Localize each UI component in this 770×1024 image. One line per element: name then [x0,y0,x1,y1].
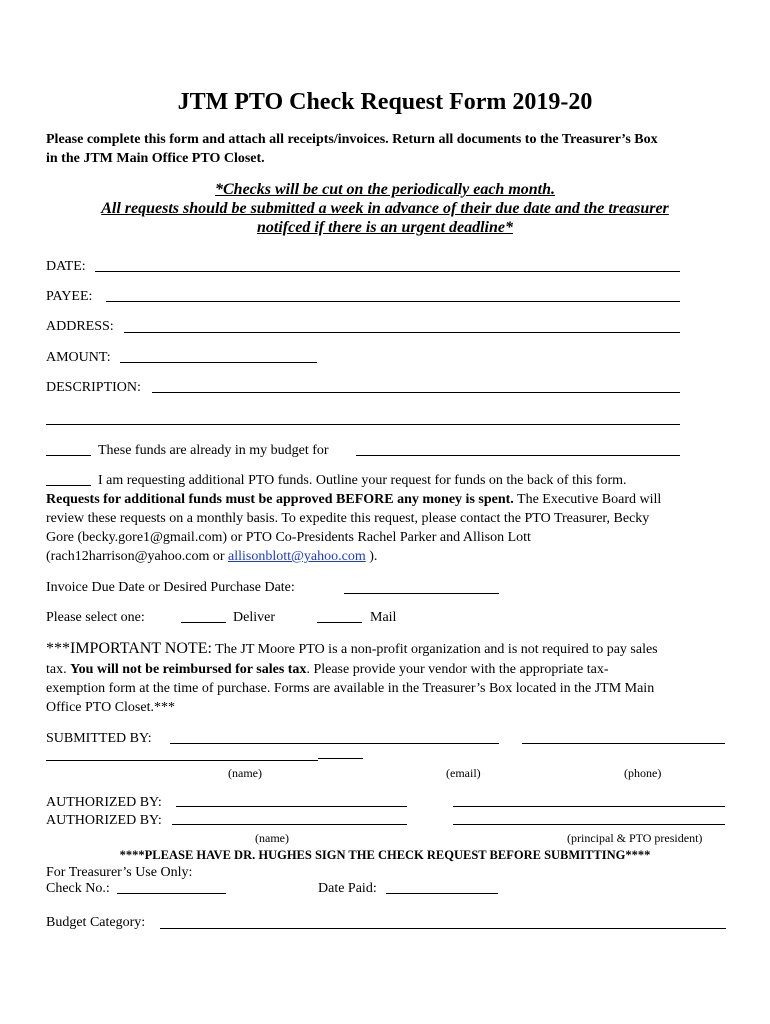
additional-funds-line-2 [46,491,661,508]
authorized-by-1-label: AUTHORIZED BY: [46,795,162,810]
date-label: DATE: [46,259,86,274]
description-field[interactable] [152,392,680,393]
submitted-name-field[interactable] [170,743,499,744]
authorized-2-role-field[interactable] [453,824,725,825]
treasurer-heading: For Treasurer’s Use Only: [46,865,193,880]
notice-line-1: *Checks will be cut on the periodically each month. [215,181,555,198]
budget-category-label: Budget Category: [46,915,146,930]
deliver-check[interactable] [181,622,226,623]
amount-label: AMOUNT: [46,350,111,365]
invoice-due-label: Invoice Due Date or Desired Purchase Date: [46,580,295,595]
additional-funds-line-5 [46,548,377,565]
description-label: DESCRIPTION: [46,380,141,395]
hughes-note: ****PLEASE HAVE DR. HUGHES SIGN THE CHECK REQUEST BEFORE SUBMITTING**** [119,848,651,862]
important-line-1 [46,640,658,658]
authorized-1-name-field[interactable] [176,806,407,807]
date-paid-label: Date Paid: [318,881,377,896]
caption-authorized-name: (name) [255,831,289,845]
select-label: Please select one: [46,610,145,625]
address-field[interactable] [124,332,680,333]
date-paid-field[interactable] [386,893,498,894]
additional-funds-line-3: review these requests on a monthly basis. To expedite this request, please contact the PTO Treasurer, Becky [46,511,650,526]
important-line-2-pre: tax. [46,662,71,677]
email-pre: (rach12harrison@yahoo.com or [46,549,228,564]
check-no-field[interactable] [117,893,226,894]
invoice-due-field[interactable] [344,593,499,594]
caption-authorized-role: (principal & PTO president) [567,831,703,845]
budget-option-label: These funds are already in my budget for [98,443,329,458]
address-label: ADDRESS: [46,319,114,334]
caption-email: (email) [446,766,481,780]
amount-field[interactable] [120,362,317,363]
additional-funds-check[interactable] [46,485,91,486]
important-line-3: exemption form at the time of purchase. Forms are available in the Treasurer’s Box located in the JTM Main [46,681,655,696]
mail-label: Mail [370,610,397,625]
authorized-2-name-field[interactable] [172,824,407,825]
budget-option-check[interactable] [46,455,91,456]
allison-email-link[interactable]: allisonblott@yahoo.com [228,549,366,564]
submitted-name-line-2[interactable] [46,760,318,761]
date-field[interactable] [95,271,680,272]
notice-line-3: notifced if there is an urgent deadline* [257,219,513,236]
sales-tax-warning: You will not be reimbursed for sales tax [70,662,307,677]
budget-category-field[interactable] [160,928,726,929]
important-line-2 [46,661,609,678]
payee-label: PAYEE: [46,289,93,304]
submitted-phone-field[interactable] [522,743,725,744]
check-no-label: Check No.: [46,881,110,896]
email-post: ). [365,549,378,564]
payee-field[interactable] [106,301,680,302]
notice-line-2: All requests should be submitted a week in advance of their due date and the treasurer [101,200,669,217]
caption-phone: (phone) [624,766,662,780]
description-field-line-2[interactable] [46,424,680,425]
authorized-by-2-label: AUTHORIZED BY: [46,813,162,828]
important-line-4: Office PTO Closet.*** [46,700,175,715]
important-line-1-rest: The JT Moore PTO is a non-profit organization and is not required to pay sales [211,642,658,657]
submitted-by-label: SUBMITTED BY: [46,731,152,746]
important-heading: ***IMPORTANT NOTE: [46,640,212,657]
additional-funds-line-4: Gore (becky.gore1@gmail.com) or PTO Co-Presidents Rachel Parker and Allison Lott [46,530,531,545]
budget-for-field[interactable] [356,455,680,456]
intro-line-2: in the JTM Main Office PTO Closet. [46,151,265,166]
authorized-1-role-field[interactable] [453,806,725,807]
approval-warning: Requests for additional funds must be approved BEFORE any money is spent. [46,492,514,507]
caption-name: (name) [228,766,262,780]
additional-funds-label: I am requesting additional PTO funds. Outline your request for funds on the back of this form. [98,473,627,488]
deliver-label: Deliver [233,610,275,625]
submitted-name-line-2-tail[interactable] [318,758,363,759]
page-title: JTM PTO Check Request Form 2019-20 [177,89,593,115]
mail-check[interactable] [317,622,362,623]
additional-line-2-rest: The Executive Board will [513,492,662,507]
intro-line-1: Please complete this form and attach all receipts/invoices. Return all documents to the Treasurer’s Box [46,132,658,147]
important-line-2-post: . Please provide your vendor with the appropriate tax- [306,662,609,677]
